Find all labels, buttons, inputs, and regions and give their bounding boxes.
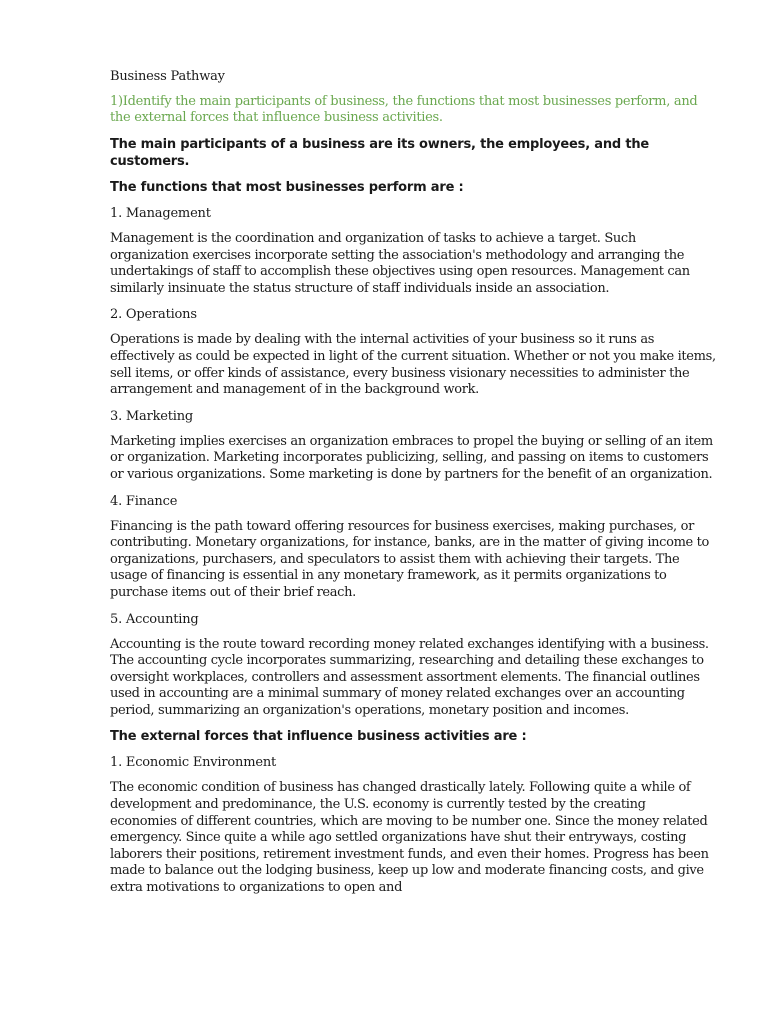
section-text-accounting: Accounting is the route toward recording money related exchanges identifying with a business. The accounting cycle incorporates summarizing, researching and detailing these exchanges to oversight workplaces, controllers and assessment assortment elements. The financial outlines used in accounting are a minimal summary of money related exchanges over an accounting period, summarizing an organization's operations, monetary position and incomes.: [110, 636, 709, 718]
functions-intro: The functions that most businesses perform are :: [110, 180, 464, 195]
document-page: [110, 68, 716, 906]
section-heading-finance: 4. Finance: [110, 493, 178, 509]
section-text-operations: Operations is made by dealing with the internal activities of your business so it runs as effectively as could be expected in light of the current situation. Whether or not you make items, sell items, or offer kinds of assistance, every business visionary necessities to administer the arrangement and management of in the background work.: [110, 332, 716, 398]
section-text-marketing: Marketing implies exercises an organization embraces to propel the buying or selling of an item or organization. Marketing incorporates publicizing, selling, and passing on items to customers or various organizations. Some marketing is done by partners for the benefit of an organization.: [110, 433, 713, 482]
section-text-finance: Financing is the path toward offering resources for business exercises, making purchases, or contributing. Monetary organizations, for instance, banks, are in the matter of giving income to organizations, purchasers, and speculators to assist them with achieving their targets. The usage of financing is essential in any monetary framework, as it permits organizations to purchase items out of their brief reach.: [110, 518, 710, 600]
section-heading-economic-environment: 1. Economic Environment: [110, 755, 277, 771]
section-text-economic-environment: The economic condition of business has changed drastically lately. Following quite a while of development and predominance, the U.S. economy is currently tested by the creating economies of different countries, which are moving to be number one. Since the money related emergency. Since quite a while ago settled organizations have shut their entryways, costing laborers their positions, retirement investment funds, and even their homes. Progress has been made to balance out the lodging business, keep up low and moderate financing costs, and give extra motivations to organizations to open and: [110, 780, 709, 896]
participants-statement: The main participants of a business are its owners, the employees, and the customers.: [110, 137, 650, 169]
section-text-management: Management is the coordination and organization of tasks to achieve a target. Such organization exercises incorporate setting the association's methodology and arranging the undertakings of staff to accomplish these objectives using open resources. Management can similarly insinuate the status structure of staff individuals inside an association.: [110, 231, 690, 296]
section-heading-operations: 2. Operations: [110, 307, 197, 323]
section-heading-accounting: 5. Accounting: [110, 611, 199, 627]
document-title: Business Pathway: [110, 69, 225, 84]
forces-intro: The external forces that influence business activities are :: [110, 729, 527, 745]
question-text: 1)Identify the main participants of business, the functions that most businesses perform, and the external forces that influence business activities.: [110, 94, 698, 125]
section-heading-marketing: 3. Marketing: [110, 408, 194, 424]
section-heading-management: 1. Management: [110, 206, 211, 221]
